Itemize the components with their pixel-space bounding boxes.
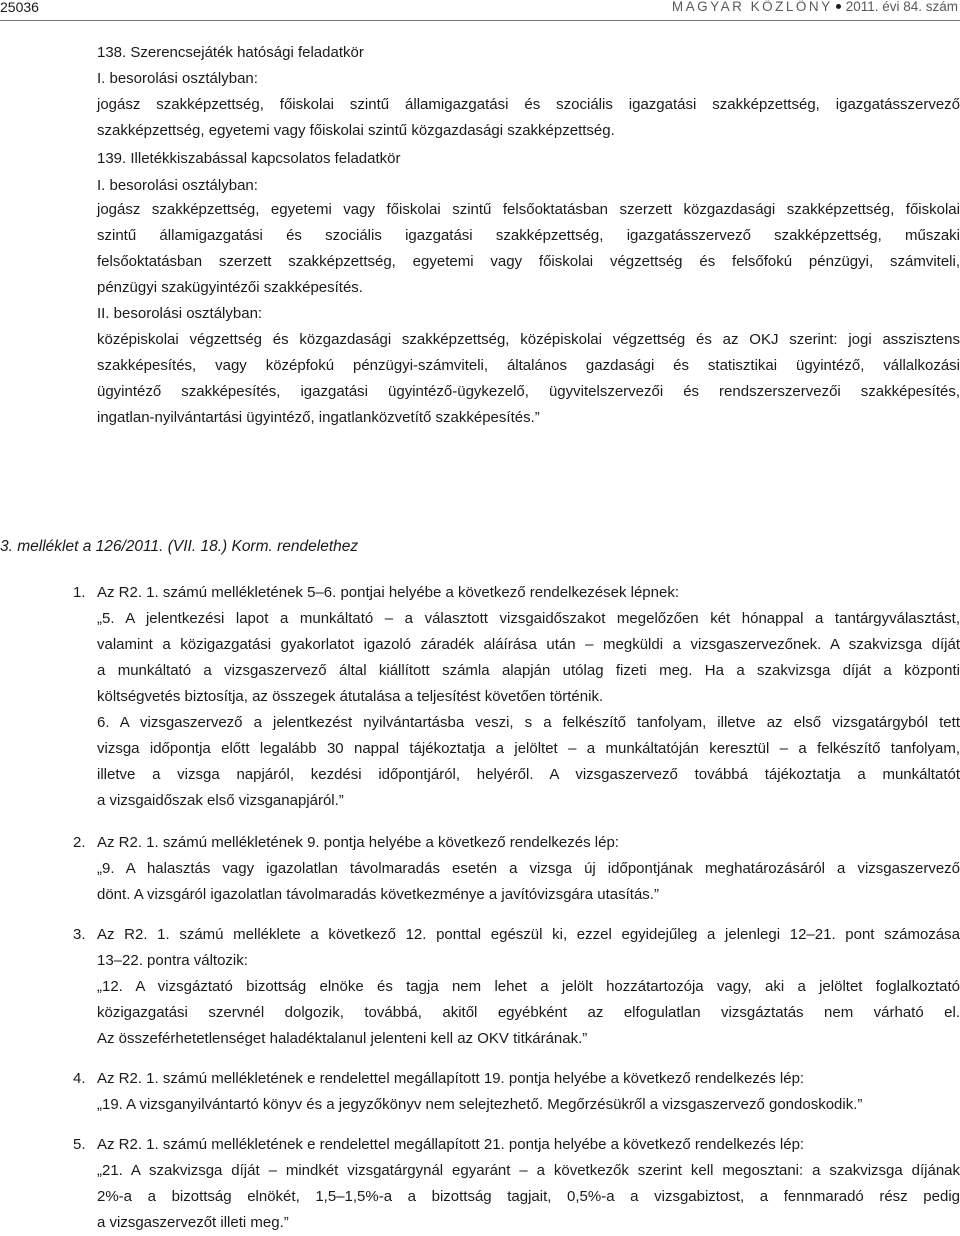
text-line: a vizsgaidőszak első vizsganapjáról.” <box>97 792 344 809</box>
section-138-title: 138. Szerencsejáték hatósági feladatkör <box>97 44 364 61</box>
issue-label: 2011. évi 84. szám <box>845 0 958 14</box>
header-divider <box>0 20 960 21</box>
item-intro: Az R2. 1. számú mellékletének 5–6. pontjai helyébe a következő rendelkezések lépnek: <box>97 584 680 601</box>
text-line: „21. A szakvizsga díját – mindkét vizsgatárgynál egyaránt – a következők szerint kell megosztani: a szakvizsga díjának <box>97 1162 960 1179</box>
text-line: ügyintéző szakképesítés, igazgatási ügyintéző-ügykezelő, ügyvitelszervezői és rendszerszervezői szakképesítés, <box>97 383 960 400</box>
text-line: középiskolai végzettség és közgazdasági szakképzettség, középiskolai végzettség és az OKJ szerint: jogi asszisztens <box>97 331 960 348</box>
item-number: 1. <box>73 584 86 601</box>
item-intro: Az R2. 1. számú mellékletének e rendelettel megállapított 19. pontja helyébe a következő rendelkezés lép: <box>97 1070 805 1087</box>
text-line: „5. A jelentkezési lapot a munkáltató – a választott vizsgaidőszakot megelőzően két hónappal a tantárgyválasztást, <box>97 610 960 627</box>
journal-name: MAGYAR KÖZLÖNY <box>671 0 833 14</box>
text-line: jogász szakképzettség, főiskolai szintű államigazgatási és szociális igazgatási szakképzettség, igazgatásszervező <box>97 96 960 113</box>
text-line: szakképzettség, egyetemi vagy főiskolai szintű közgazdasági szakképzettség. <box>97 122 615 139</box>
text-line: 6. A vizsgaszervező a jelentkezést nyilvántartásba veszi, s a felkészítő tanfolyam, illetve az első vizsgatárgyból tett <box>97 714 960 731</box>
text-line: szakképesítés, vagy középfokú pénzügyi-számviteli, általános gazdasági és statisztikai ügyintéző, vállalkozási <box>97 357 960 374</box>
text-line: Az összeférhetetlenséget haladéktalanul jelenteni kell az OKV titkárának.” <box>97 1030 588 1047</box>
text-line: illetve a vizsga napjáról, kezdési időpontjáról, helyéről. A vizsgaszervező továbbá tájékoztatja a munkáltatót <box>97 766 960 783</box>
page-header <box>0 0 960 16</box>
text-line: költségvetés biztosítja, az összegek átutalása a teljesítést követően történik. <box>97 688 604 705</box>
text-line: dönt. A vizsgáról igazolatlan távolmaradás következménye a javítóvizsgára utasítás.” <box>97 886 659 903</box>
text-line: közigazgatási szervnél dolgozik, továbbá, akitől egyébként az elfogulatlan vizsgáztatás nem várható el. <box>97 1004 960 1021</box>
text-line: „9. A halasztás vagy igazolatlan távolmaradás esetén a vizsga új időpontjának meghatározásáról a vizsgaszervező <box>97 860 960 877</box>
item-number: 3. <box>73 926 86 943</box>
text-line: jogász szakképzettség, egyetemi vagy főiskolai szintű felsőoktatásban szerzett közgazdasági szakképzettség, főiskolai <box>97 201 960 218</box>
text-line: „19. A vizsganyilvántartó könyv és a jegyzőkönyv nem selejtezhető. Megőrzésükről a vizsgaszervező gondoskodik.” <box>97 1096 863 1113</box>
item-intro: Az R2. 1. számú mellékletének 9. pontja helyébe a következő rendelkezés lép: <box>97 834 619 851</box>
section-139-title: 139. Illetékkiszabással kapcsolatos feladatkör <box>97 150 401 167</box>
text-line: felsőoktatásban szerzett szakképzettség, egyetemi vagy főiskolai végzettség és felsőfokú pénzügyi, számviteli, <box>97 253 960 270</box>
bullet-icon <box>836 4 841 9</box>
text-line: vizsga időpontja előtt legalább 30 nappal tájékoztatja a jelöltet – a munkáltatóján keresztül – a felkészítő tanfolyam, <box>97 740 960 757</box>
page-number: 25036 <box>0 0 39 15</box>
item-intro: Az R2. 1. számú melléklete a következő 12. ponttal egészül ki, ezzel egyidejűleg a jelenlegi 12–21. pont számozása <box>97 926 960 943</box>
item-intro-cont: 13–22. pontra változik: <box>97 952 248 969</box>
text-line: 2%-a a bizottság elnökét, 1,5–1,5%-a a bizottság tagjait, 0,5%-a a vizsgabiztost, a fennmaradó rész pedig <box>97 1188 960 1205</box>
text-line: pénzügyi szakügyintézői szakképesítés. <box>97 279 363 296</box>
text-line: a munkáltató a vizsgaszervező által kiállított számla alapján utólag fizeti meg. Ha a szakvizsga díját a központi <box>97 662 960 679</box>
section-138-class1-label: I. besorolási osztályban: <box>97 70 258 87</box>
text-line: valamint a közigazgatási gyakorlatot igazoló záradék aláírása után – megküldi a vizsgaszervezőnek. A szakvizsga díját <box>97 636 960 653</box>
text-line: „12. A vizsgáztató bizottság elnöke és tagja nem lehet a jelölt hozzátartozója vagy, aki a jelöltet foglalkoztató <box>97 978 960 995</box>
item-number: 2. <box>73 834 86 851</box>
item-intro: Az R2. 1. számú mellékletének e rendelettel megállapított 21. pontja helyébe a következő rendelkezés lép: <box>97 1136 805 1153</box>
section-139-class1-label: I. besorolási osztályban: <box>97 177 258 194</box>
journal-title <box>672 0 958 14</box>
section-139-class2-label: II. besorolási osztályban: <box>97 305 263 322</box>
text-line: szintű államigazgatási és szociális igazgatási szakképzettség, igazgatásszervező szakképzettség, műszaki <box>97 227 960 244</box>
item-number: 4. <box>73 1070 86 1087</box>
annex-title: 3. melléklet a 126/2011. (VII. 18.) Korm. rendelethez <box>0 538 359 555</box>
item-number: 5. <box>73 1136 86 1153</box>
text-line: a vizsgaszervezőt illeti meg.” <box>97 1214 289 1231</box>
text-line: ingatlan-nyilvántartási ügyintéző, ingatlanközvetítő szakképesítés.” <box>97 409 540 426</box>
